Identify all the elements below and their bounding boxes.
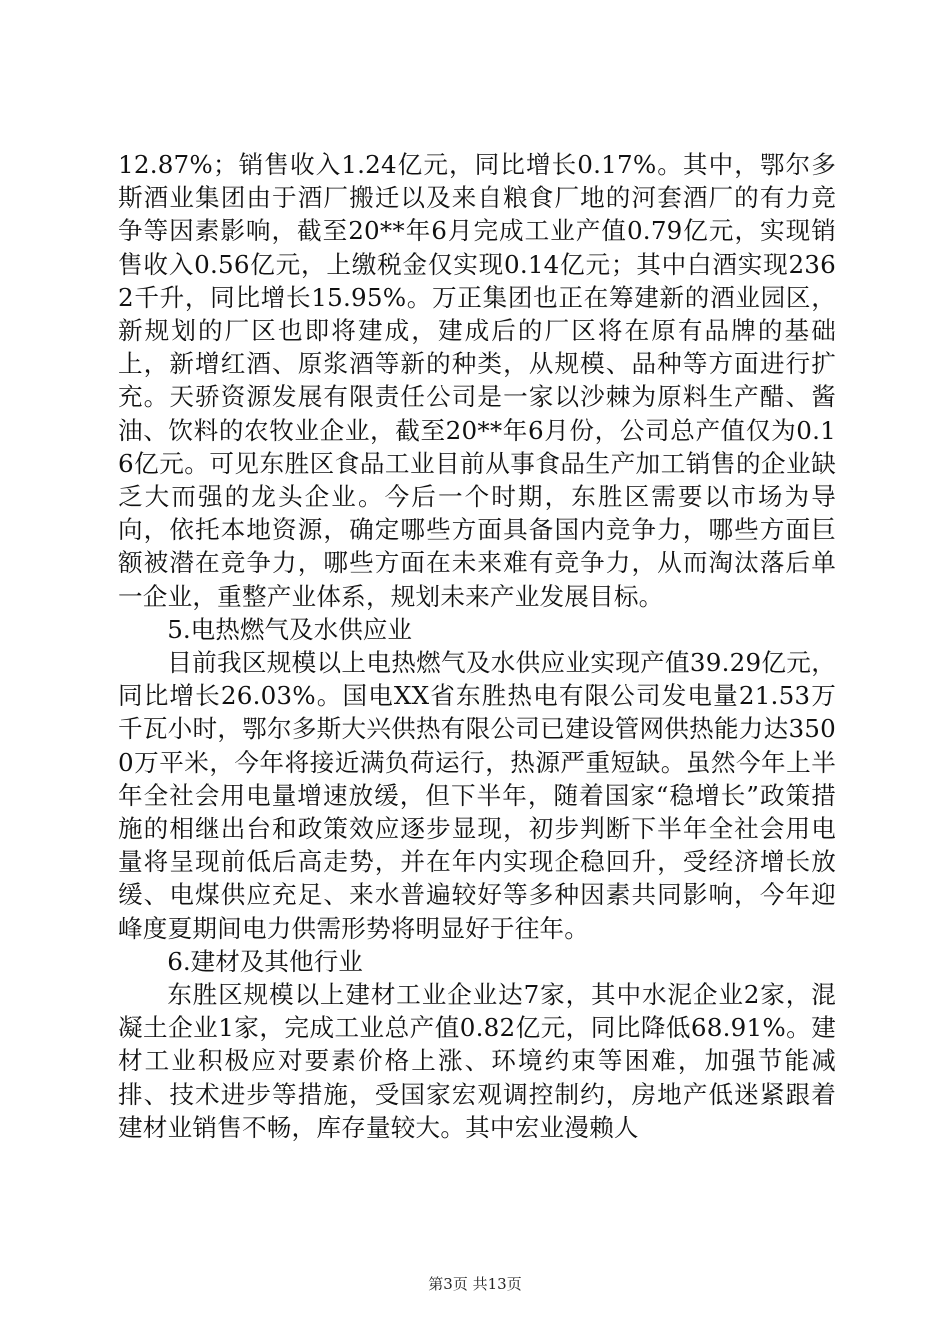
section-heading-building-materials: 6.建材及其他行业 bbox=[167, 946, 363, 976]
paragraph-building-materials: 东胜区规模以上建材工业企业达7家，其中水泥企业2家，混凝土企业1家，完成工业总产值0.82亿元，同比降低68.91%。建材工业积极应对要素价格上涨、环境约束等困难，加强节能减排、技术进步等措施，受国家宏观调控制约，房地产低迷紧跟着建材业销售不畅，库存量较大。其中宏业漫赖人 bbox=[118, 980, 836, 1142]
document-body bbox=[118, 148, 836, 1144]
page-number-footer: 第3页 共13页 bbox=[428, 1275, 522, 1293]
paragraph-utilities: 目前我区规模以上电热燃气及水供应业实现产值39.29亿元，同比增长26.03%。国电XX省东胜热电有限公司发电量21.53万千瓦小时，鄂尔多斯大兴供热有限公司已建设管网供热能力达3500万平米，今年将接近满负荷运行，热源严重短缺。虽然今年上半年全社会用电量增速放缓，但下半年，随着国家“稳增长”政策措施的相继出台和政策效应逐步显现，初步判断下半年全社会用电量将呈现前低后高走势，并在年内实现企稳回升，受经济增长放缓、电煤供应充足、来水普遍较好等多种因素共同影响，今年迎峰度夏期间电力供需形势将明显好于往年。 bbox=[118, 648, 836, 943]
section-heading-utilities: 5.电热燃气及水供应业 bbox=[167, 614, 412, 644]
paragraph-food-industry: 12.87%；销售收入1.24亿元，同比增长0.17%。其中，鄂尔多斯酒业集团由于酒厂搬迁以及来自粮食厂地的河套酒厂的有力竞争等因素影响，截至20**年6月完成工业产值0.79亿元，实现销售收入0.56亿元，上缴税金仅实现0.14亿元；其中白酒实现2362千升，同比增长15.95%。万正集团也正在筹建新的酒业园区，新规划的厂区也即将建成，建成后的厂区将在原有品牌的基础上，新增红酒、原浆酒等新的种类，从规模、品种等方面进行扩充。天骄资源发展有限责任公司是一家以沙棘为原料生产醋、酱油、饮料的农牧业企业，截至20**年6月份，公司总产值仅为0.16亿元。可见东胜区食品工业目前从事食品生产加工销售的企业缺乏大而强的龙头企业。今后一个时期，东胜区需要以市场为导向，依托本地资源，确定哪些方面具备国内竞争力，哪些方面巨额被潜在竞争力，哪些方面在未来难有竞争力，从而淘汰落后单一企业，重整产业体系，规划未来产业发展目标。 bbox=[118, 150, 836, 611]
